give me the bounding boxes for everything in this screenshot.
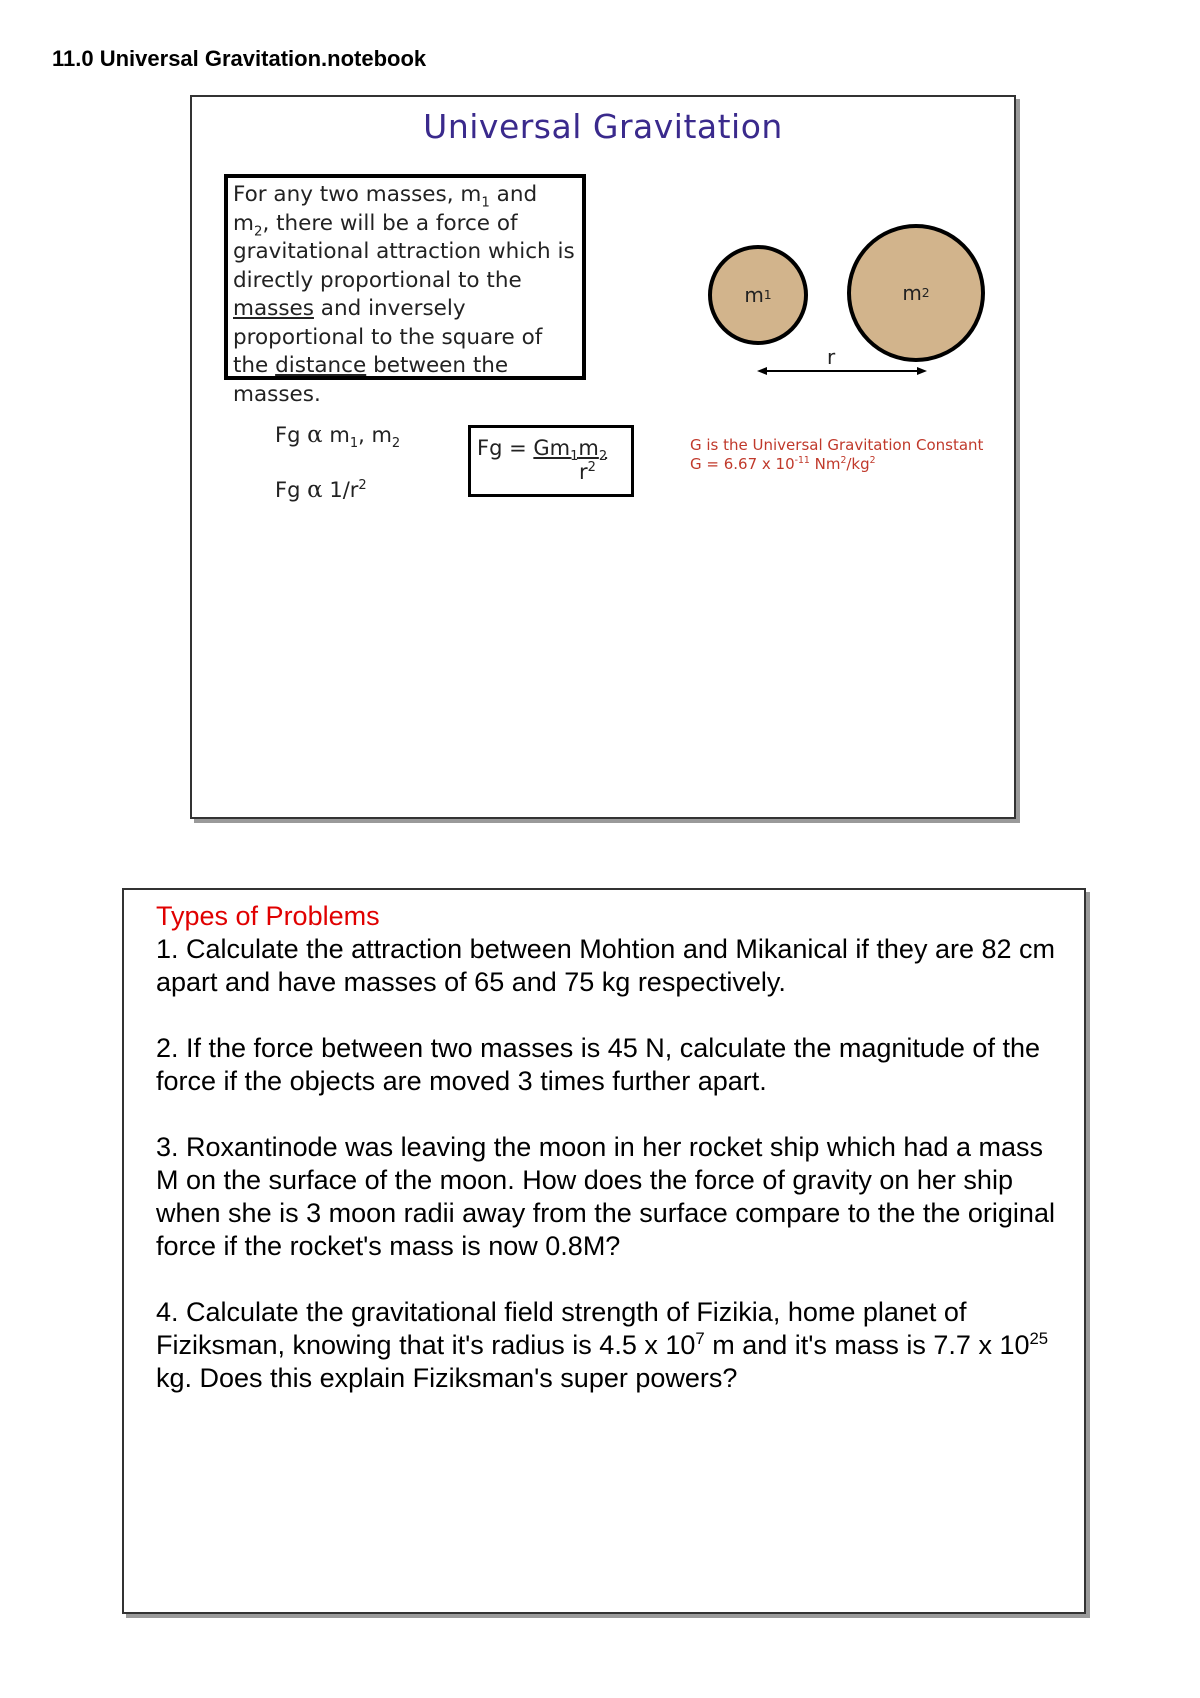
constant-unit: Nm	[809, 455, 841, 473]
distance-arrow-icon	[757, 364, 927, 378]
formula-numerator	[477, 436, 608, 465]
formula-sub: 1	[570, 449, 579, 465]
proportionality-distance	[275, 477, 367, 503]
proportional-symbol: α	[307, 477, 323, 503]
constant-exponent: -11	[794, 455, 810, 466]
document-title: 11.0 Universal Gravitation.notebook	[52, 46, 427, 71]
problem-item: 1. Calculate the attraction between Mohtion and Mikanical if they are 82 cm apart and have masses of 65 and 75 kg respectively.	[156, 934, 1055, 997]
formula-sub: 2	[598, 449, 608, 465]
problems-heading: Types of Problems	[156, 901, 380, 931]
formula-sup: 2	[587, 460, 596, 475]
problem-item	[156, 1296, 1056, 1395]
constant-exponent: 2	[869, 455, 876, 466]
prop-sup: 2	[358, 478, 367, 493]
proportional-symbol: α	[307, 422, 323, 448]
distance-label: r	[827, 345, 836, 369]
gravitation-constant-note	[690, 436, 983, 474]
mass-m2-circle: m 2	[847, 224, 985, 362]
problem-exponent: 7	[695, 1329, 705, 1348]
constant-value	[690, 455, 983, 474]
problem-exponent: 25	[1029, 1329, 1049, 1348]
slide-universal-gravitation	[190, 95, 1016, 819]
definition-text: , there will be a force of gravitational attraction which is directly proportional to the	[233, 210, 575, 293]
definition-text: For any two masses, m	[233, 182, 482, 207]
constant-unit: /kg	[846, 455, 870, 473]
definition-box	[224, 174, 586, 407]
proportionality-masses	[275, 422, 401, 452]
prop-sub: 1	[349, 436, 359, 452]
definition-subscript: 1	[481, 195, 490, 211]
formula-r: r	[579, 460, 588, 484]
prop-sub: 2	[391, 436, 401, 452]
mass-label: m	[744, 283, 764, 307]
definition-text: and m	[233, 182, 538, 236]
slide-types-of-problems	[122, 888, 1086, 1614]
definition-text: and inversely proportional to the square of the	[233, 296, 543, 378]
problem-text: 4. Calculate the gravitational field strength of Fizikia, home planet of Fiziksman, knowing that it's radius is 4.5 x 10	[156, 1297, 967, 1360]
gravitation-formula-box	[468, 425, 634, 497]
formula-lhs: Fg =	[477, 436, 534, 460]
prop-inverse-square: 1/r	[329, 478, 359, 502]
constant-description: G is the Universal Gravitation Constant	[690, 436, 984, 454]
constant-value-part: G = 6.67 x 10	[690, 455, 795, 473]
problem-text: kg. Does this explain Fiziksman's super powers?	[156, 1363, 738, 1393]
definition-text: between the masses.	[233, 353, 509, 407]
prop-m: m	[329, 423, 350, 447]
prop-m: , m	[358, 423, 392, 447]
formula-gm: Gm	[533, 436, 571, 460]
definition-underlined-word: distance	[275, 353, 367, 378]
problem-item: 2. If the force between two masses is 45 N, calculate the magnitude of the force if the objects are moved 3 times further apart.	[156, 1033, 1040, 1096]
mass-label: m	[902, 281, 922, 305]
problem-text: m and it's mass is 7.7 x 10	[704, 1330, 1030, 1360]
slide-title: Universal Gravitation	[423, 107, 783, 146]
mass-m1-circle: m 1	[708, 245, 808, 345]
problems-list	[156, 900, 1056, 1428]
definition-underlined-word: masses	[233, 296, 314, 321]
constant-exponent: 2	[840, 455, 847, 466]
prop-fg: Fg	[275, 423, 301, 447]
formula-fraction	[533, 436, 608, 465]
formula-m: m	[578, 436, 599, 460]
formula-denominator	[579, 460, 596, 484]
definition-subscript: 2	[253, 223, 263, 239]
prop-fg: Fg	[275, 478, 301, 502]
problem-item: 3. Roxantinode was leaving the moon in her rocket ship which had a mass M on the surface of the moon. How does the force of gravity on her ship when she is 3 moon radii away from the surface compare to the the original force if the rocket's mass is now 0.8M?	[156, 1132, 1055, 1261]
